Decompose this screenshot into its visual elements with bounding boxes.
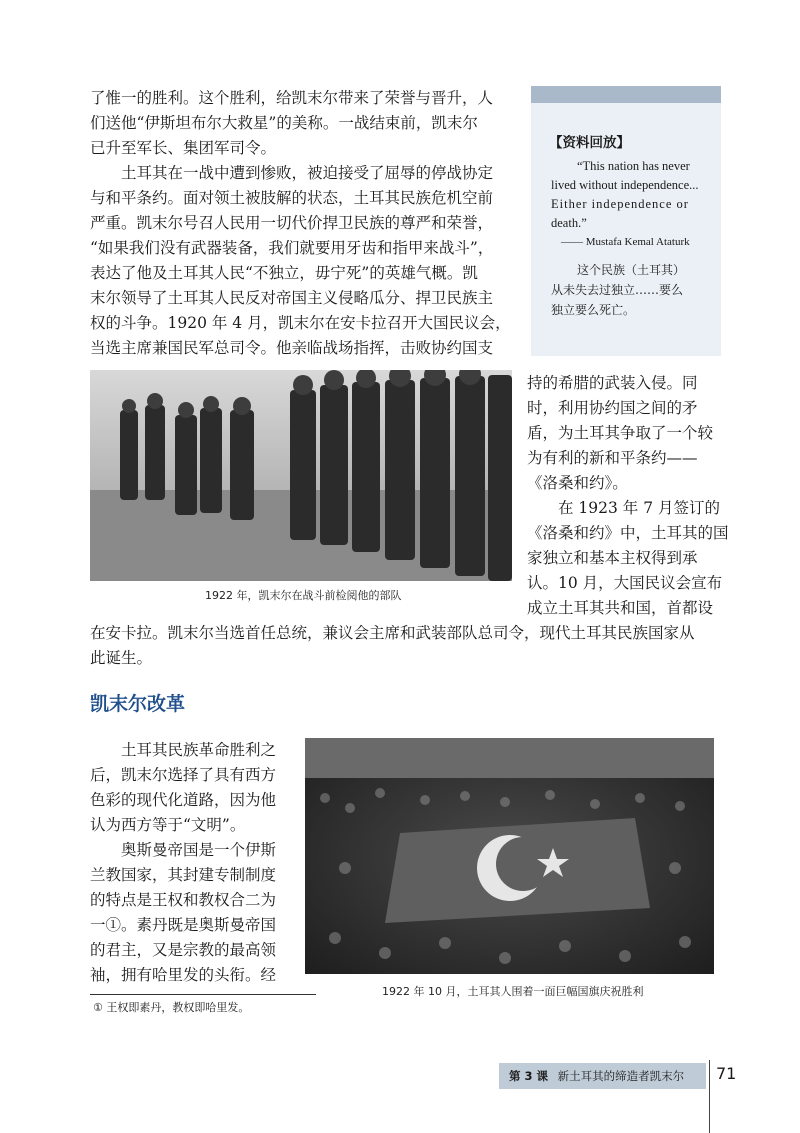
paragraph-5: [90, 838, 295, 988]
text-line: “如果我们没有武器装备，我们就要用牙齿和指甲来战斗”，: [90, 239, 494, 257]
text-line: 此诞生。: [90, 649, 153, 667]
sidebar-title: 【资料回放】: [549, 135, 630, 151]
text-line: 的君主，又是宗教的最高领: [90, 941, 277, 959]
troop-review-image: [90, 370, 512, 581]
text-line: 成立土耳其共和国，首都设: [527, 599, 714, 617]
quote-line: lived without independence...: [551, 178, 699, 192]
text-line: 在 1923 年 7 月签订的: [558, 499, 721, 517]
text-line: 袖，拥有哈里发的头衔。经: [90, 966, 277, 984]
quote-line: Either independence or: [551, 197, 689, 211]
paragraph-2-continued: [527, 371, 717, 496]
text-line: 《洛桑和约》。: [527, 474, 628, 492]
section-title: 凯末尔改革: [90, 693, 186, 715]
paragraph-3: [527, 496, 729, 621]
text-line: 色彩的现代化道路，因为他: [90, 791, 277, 809]
quote-line: 独立要么死亡。: [551, 303, 636, 317]
paragraph-4: [90, 738, 295, 838]
footnote: ① 王权即素丹，教权即哈里发。: [93, 1001, 250, 1014]
text-line: 兰教国家，其封建专制制度: [90, 866, 277, 884]
quote-line: death.”: [551, 216, 587, 230]
text-line: 土耳其民族革命胜利之: [121, 741, 277, 759]
quote-line: 这个民族（土耳其）: [577, 263, 686, 277]
paragraph-3-full: [90, 621, 720, 671]
lesson-title: 新土耳其的缔造者凯末尔: [557, 1069, 685, 1083]
flag-photo-caption: 1922 年 10 月，土耳其人围着一面巨幅国旗庆祝胜利: [382, 985, 644, 998]
text-line: 《洛桑和约》中，土耳其的国: [527, 524, 729, 542]
text-line: 认为西方等于“文明”。: [90, 816, 246, 834]
quote-line: 从未失去过独立……要么: [551, 283, 684, 297]
paragraph-1: [90, 86, 515, 161]
text-line: 家独立和基本主权得到承: [527, 549, 698, 567]
sidebar-header-bar: [531, 86, 721, 103]
page-number: 71: [716, 1064, 737, 1083]
sidebar-box: [531, 86, 721, 356]
flag-celebration-image: [305, 738, 714, 974]
text-line: 奥斯曼帝国是一个伊斯: [121, 841, 277, 859]
quote-attribution: —— Mustafa Kemal Ataturk: [561, 236, 690, 248]
text-line: 时，利用协约国之间的矛: [527, 399, 698, 417]
text-line: 了惟一的胜利。这个胜利，给凯末尔带来了荣誉与晋升，人: [90, 89, 494, 107]
sidebar-quote-chinese: [551, 260, 711, 320]
troop-review-photo: [90, 370, 512, 581]
text-line: 当选主席兼国民军总司令。他亲临战场指挥，击败协约国支: [90, 339, 494, 357]
text-line: 严重。凯末尔号召人民用一切代价捍卫民族的尊严和荣誉，: [90, 214, 494, 232]
text-line: 为有利的新和平条约——: [527, 449, 698, 467]
lesson-number: 第 3 课: [509, 1069, 549, 1083]
footer-divider: [709, 1060, 710, 1133]
text-line: 持的希腊的武装入侵。同: [527, 374, 698, 392]
text-line: 盾，为土耳其争取了一个较: [527, 424, 714, 442]
text-line: 权的斗争。1920 年 4 月，凯末尔在安卡拉召开大国民议会，: [90, 314, 511, 332]
text-line: 与和平条约。面对领土被肢解的状态，土耳其民族危机空前: [90, 189, 494, 207]
text-line: 后，凯末尔选择了具有西方: [90, 766, 277, 784]
footnote-divider: [90, 994, 316, 995]
troop-photo-caption: 1922 年，凯末尔在战斗前检阅他的部队: [205, 589, 402, 602]
quote-line: “This nation has never: [577, 159, 690, 173]
text-line: 的特点是王权和教权合二为: [90, 891, 277, 909]
text-line: 们送他“伊斯坦布尔大救星”的美称。一战结束前，凯末尔: [90, 114, 478, 132]
text-line: 认。10 月，大国民议会宣布: [527, 574, 723, 592]
footer-lesson-title: [509, 1068, 684, 1084]
text-line: 已升至军长、集团军司令。: [90, 139, 277, 157]
text-line: 在安卡拉。凯末尔当选首任总统，兼议会主席和武装部队总司令，现代土耳其民族国家从: [90, 624, 695, 642]
flag-celebration-photo: [305, 738, 714, 974]
text-line: 末尔领导了土耳其人民反对帝国主义侵略瓜分、捍卫民族主: [90, 289, 494, 307]
text-line: 一①。素丹既是奥斯曼帝国: [90, 916, 277, 934]
sidebar-quote-english: [551, 157, 709, 252]
paragraph-2: [90, 161, 515, 361]
text-line: 表达了他及土耳其人民“不独立，毋宁死”的英雄气概。凯: [90, 264, 478, 282]
text-line: 土耳其在一战中遭到惨败，被迫接受了屈辱的停战协定: [121, 164, 494, 182]
